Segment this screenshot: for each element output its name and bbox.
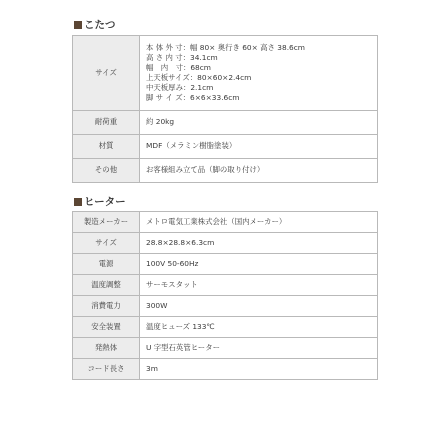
size-line: 幅 内 寸：68cm <box>146 62 212 72</box>
row-label: 材質 <box>73 135 140 159</box>
table-row <box>73 254 378 275</box>
row-label: 安全装置 <box>73 317 140 338</box>
section-square-icon <box>74 21 82 29</box>
section-square-icon <box>74 198 82 206</box>
size-line: 脚 サ イ ズ：6×6×33.6cm <box>146 93 240 103</box>
row-value <box>140 36 378 111</box>
row-label: 製造メーカー <box>73 212 140 233</box>
table-row <box>73 36 378 111</box>
row-label: 消費電力 <box>73 296 140 317</box>
row-value: 300W <box>140 296 378 317</box>
row-label: サイズ <box>73 36 140 111</box>
row-label: サイズ <box>73 233 140 254</box>
heater-section-title <box>74 194 126 209</box>
row-value: 温度ヒューズ 133℃ <box>140 317 378 338</box>
size-line: 上天板サイズ：80×60×2.4cm <box>146 73 252 82</box>
row-value: 3m <box>140 359 378 380</box>
row-value: 28.8×28.8×6.3cm <box>140 233 378 254</box>
heater-spec-table <box>72 211 378 380</box>
row-value: メトロ電気工業株式会社（国内メーカー） <box>140 212 378 233</box>
table-row <box>73 135 378 159</box>
kotatsu-section-title <box>74 17 116 32</box>
row-label: コード長さ <box>73 359 140 380</box>
row-value: U 字型石英管ヒーター <box>140 338 378 359</box>
row-label: その他 <box>73 159 140 183</box>
size-line: 高 さ 内 寸：34.1cm <box>146 52 218 62</box>
heater-title-text: ヒーター <box>84 196 126 208</box>
size-line: 中天板厚み：2.1cm <box>146 83 214 93</box>
kotatsu-spec-table <box>72 35 378 183</box>
row-value: MDF（メラミン樹脂塗装） <box>140 135 378 159</box>
row-value: 100V 50-60Hz <box>140 254 378 275</box>
table-row <box>73 275 378 296</box>
row-label: 耐荷重 <box>73 111 140 135</box>
table-row <box>73 159 378 183</box>
table-row <box>73 233 378 254</box>
row-label: 温度調整 <box>73 275 140 296</box>
row-value: サーモスタット <box>140 275 378 296</box>
row-value: お客様組み立て品（脚の取り付け） <box>140 159 378 183</box>
table-row <box>73 338 378 359</box>
table-row <box>73 111 378 135</box>
table-row <box>73 296 378 317</box>
row-value: 約 20kg <box>140 111 378 135</box>
table-row <box>73 212 378 233</box>
table-row <box>73 359 378 380</box>
kotatsu-title-text: こたつ <box>84 19 116 31</box>
table-row <box>73 317 378 338</box>
row-label: 発熱体 <box>73 338 140 359</box>
size-line: 本 体 外 寸：幅 80× 奥行き 60× 高さ 38.6cm <box>146 42 306 52</box>
row-label: 電源 <box>73 254 140 275</box>
size-lines <box>146 43 377 104</box>
